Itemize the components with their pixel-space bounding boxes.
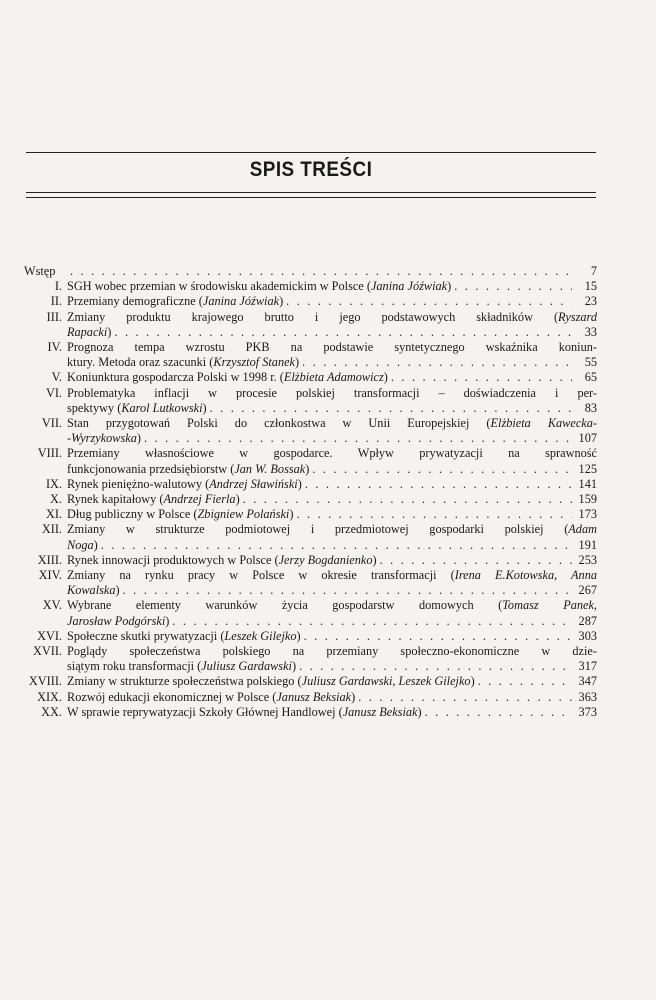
entry-text: ) (93, 537, 98, 552)
page-number: 23 (584, 294, 597, 309)
page-number: 15 (584, 279, 597, 294)
entry-text: ) (297, 476, 302, 491)
entry-text: ) (165, 613, 170, 628)
entry-body (67, 446, 597, 476)
entry-text: Irena E.Kotowska, Anna (454, 568, 598, 583)
entry-line (67, 522, 597, 537)
entry-last-line (67, 294, 597, 309)
dot-leader (478, 674, 572, 689)
entry-body (67, 568, 597, 598)
page-number: 363 (578, 689, 597, 704)
entry-text: Karol Lutkowski (121, 400, 203, 415)
page-number: 55 (584, 355, 597, 370)
entry-text: Rynek kapitałowy ( (67, 492, 164, 507)
toc-entry (24, 386, 597, 416)
entry-text: Rozwój edukacji ekonomicznej w Polsce ( (67, 689, 277, 704)
dot-leader (210, 401, 572, 416)
entry-text: ktury. Metoda oraz szacunki ( (67, 355, 214, 370)
entry-title (67, 659, 296, 674)
chapter-number: XIV. (38, 568, 62, 583)
entry-text: Stan przygotowań Polski do członkostwa w Unii Europejskiej ( (67, 416, 491, 431)
entry-title (67, 583, 120, 598)
entry-title (67, 462, 309, 477)
dot-leader (123, 583, 572, 598)
entry-text: Jarosław Podgórski (67, 613, 166, 628)
entry-title (67, 553, 377, 568)
entry-body (67, 294, 597, 309)
entry-text: ) (351, 689, 356, 704)
entry-text: ) (279, 294, 284, 309)
page-number: 159 (578, 492, 597, 507)
entry-text: Jan W. Bossak (234, 461, 306, 476)
entry-body (67, 705, 597, 720)
entry-body (67, 674, 597, 689)
entry-title (67, 355, 299, 370)
chapter-number: IV. (47, 340, 62, 355)
entry-last-line (67, 629, 597, 644)
entry-title (67, 370, 388, 385)
entry-text: spektywy ( (67, 400, 122, 415)
toc-entry (24, 598, 597, 628)
entry-text: Janusz Beksiak (276, 689, 352, 704)
dot-leader (312, 462, 572, 477)
entry-line (67, 340, 597, 355)
page-number: 83 (584, 400, 597, 415)
entry-title (67, 507, 293, 522)
entry-text: Problematyka inflacji w procesie polskiej transformacji – doświadczenia i per- (67, 385, 597, 400)
entry-body (67, 477, 597, 492)
entry-body (67, 310, 597, 340)
entry-title (67, 492, 240, 507)
entry-title (67, 629, 301, 644)
page-number: 253 (578, 552, 597, 567)
entry-last-line (67, 705, 597, 720)
entry-text: ) (136, 431, 142, 446)
entry-title (67, 614, 169, 629)
page-number: 267 (578, 583, 597, 598)
entry-text: ) (383, 370, 388, 385)
entry-text: Krzysztof Stanek (213, 355, 296, 370)
entry-text: Przemiany własnościowe w gospodarce. Wpływ prywatyzacji na sprawność (67, 446, 597, 461)
entry-last-line (67, 507, 597, 522)
dot-leader (454, 279, 572, 294)
entry-text: Zbigniew Polański (197, 507, 290, 522)
entry-last-line (67, 553, 597, 568)
entry-last-line (67, 279, 597, 294)
chapter-number: V. (51, 370, 62, 385)
entry-title (67, 690, 355, 705)
entry-text: Poglądy społeczeństwa polskiego na przemiany społeczno-ekonomiczne w dzie- (67, 644, 597, 659)
chapter-number: XX. (41, 704, 62, 719)
entry-body (67, 522, 597, 552)
entry-text: ) (295, 355, 300, 370)
entry-text: ) (289, 507, 294, 522)
dot-leader (70, 264, 572, 279)
entry-last-line (67, 264, 597, 279)
entry-text: Społeczne skutki prywatyzacji ( (67, 628, 225, 643)
entry-text: Andrzej Fierla (163, 492, 236, 507)
entry-line (67, 310, 597, 325)
title-rule (26, 192, 596, 193)
entry-text: Zmiany w strukturze społeczeństwa polskiego ( (67, 674, 302, 689)
entry-text: Juliusz Gardawski, Leszek Gilejko (301, 674, 471, 689)
entry-text: ) (470, 674, 475, 689)
entry-text: ) (107, 324, 112, 339)
dot-leader (304, 629, 572, 644)
chapter-number: VI. (45, 385, 62, 400)
chapter-number: I. (54, 279, 62, 294)
entry-text: Rynek pieniężno-walutowy ( (67, 476, 210, 491)
dot-leader (114, 325, 572, 340)
page-title: SPIS TREŚCI (249, 158, 373, 181)
chapter-number: XVIII. (28, 674, 62, 689)
toc-entry (24, 644, 597, 674)
page-number: 33 (584, 324, 597, 339)
entry-body (67, 507, 597, 522)
entry-title (67, 431, 141, 446)
entry-body (67, 386, 597, 416)
entry-title (67, 294, 283, 309)
toc-entry (24, 294, 597, 309)
toc-entry (24, 674, 597, 689)
entry-text: Andrzej Sławiński (209, 476, 298, 491)
entry-body (67, 264, 597, 279)
toc-entry (24, 264, 597, 279)
entry-text: SGH wobec przemian w środowisku akademickim w Polsce ( (67, 279, 371, 294)
toc-entry (24, 568, 597, 598)
dot-leader (425, 705, 572, 720)
chapter-number: II. (50, 294, 62, 309)
chapter-number: XIII. (37, 552, 62, 567)
entry-title (67, 538, 98, 553)
toc-entry (24, 492, 597, 507)
page-number: 191 (578, 537, 597, 552)
entry-text: ) (115, 583, 120, 598)
entry-last-line (67, 690, 597, 705)
entry-text: Noga (67, 537, 94, 552)
dot-leader (172, 614, 572, 629)
entry-text: W sprawie reprywatyzacji Szkoły Głównej Handlowej ( (67, 704, 343, 719)
toc-entry (24, 477, 597, 492)
entry-text: ) (417, 704, 422, 719)
entry-text: Dług publiczny w Polsce ( (67, 507, 198, 522)
entry-text: siątym roku transformacji ( (67, 659, 202, 674)
chapter-number: VII. (41, 416, 62, 431)
entry-text: ) (235, 492, 240, 507)
toc-entry (24, 690, 597, 705)
entry-body (67, 553, 597, 568)
chapter-number: XII. (41, 522, 62, 537)
entry-last-line (67, 370, 597, 385)
toc-entry (24, 446, 597, 476)
entry-body (67, 340, 597, 370)
entry-body (67, 629, 597, 644)
entry-last-line (67, 659, 597, 674)
chapter-number: XVI. (37, 628, 62, 643)
entry-line (67, 386, 597, 401)
dot-leader (286, 294, 572, 309)
page-number: 373 (578, 704, 597, 719)
top-rule (26, 152, 596, 153)
entry-body (67, 598, 597, 628)
entry-title (67, 674, 475, 689)
dot-leader (358, 690, 572, 705)
chapter-number: XV. (42, 598, 62, 613)
entry-text: Zmiany na rynku pracy w Polsce w okresie transformacji ( (67, 568, 455, 583)
toc-entry (24, 705, 597, 720)
chapter-number: XVII. (32, 644, 62, 659)
page-number: 107 (578, 431, 597, 446)
entry-text: Juliusz Gardawski (201, 659, 292, 674)
entry-text: Zmiany produktu krajowego brutto i jego podstawowych składników ( (67, 309, 559, 324)
entry-last-line (67, 538, 597, 553)
entry-text: Kowalska (67, 583, 116, 598)
page-number: 303 (578, 628, 597, 643)
entry-title (67, 477, 302, 492)
dot-leader (144, 431, 572, 446)
entry-last-line (67, 431, 597, 446)
page-number: 317 (578, 659, 597, 674)
page-number: 141 (578, 476, 597, 491)
toc-entry (24, 310, 597, 340)
entry-line (67, 644, 597, 659)
entry-text: Wybrane elementy warunków życia gospodarstw domowych ( (67, 598, 503, 613)
entry-text: Ryszard (558, 309, 597, 324)
entry-last-line (67, 674, 597, 689)
table-of-contents (24, 264, 597, 720)
entry-text: Adam (568, 522, 597, 537)
chapter-number: XI. (45, 507, 62, 522)
entry-text: Zmiany w strukturze podmiotowej i przedmiotowej gospodarki polskiej ( (67, 522, 569, 537)
entry-last-line (67, 325, 597, 340)
dot-leader (302, 355, 572, 370)
title-rule-double (26, 197, 596, 198)
entry-last-line (67, 401, 597, 416)
entry-line (67, 416, 597, 431)
toc-entry (24, 507, 597, 522)
dot-leader (380, 553, 572, 568)
page-number: 65 (584, 370, 597, 385)
toc-entry (24, 279, 597, 294)
entry-text: Przemiany demograficzne ( (67, 294, 203, 309)
entry-text: Koniunktura gospodarcza Polski w 1998 r. ( (67, 370, 284, 385)
toc-entry (24, 553, 597, 568)
entry-line (67, 446, 597, 461)
entry-last-line (67, 477, 597, 492)
toc-entry (24, 416, 597, 446)
entry-body (67, 370, 597, 385)
entry-title (67, 325, 111, 340)
dot-leader (305, 477, 572, 492)
entry-text: Rynek innowacji produktowych w Polsce ( (67, 552, 279, 567)
toc-entry (24, 522, 597, 552)
entry-body (67, 416, 597, 446)
chapter-number: XIX. (37, 689, 62, 704)
dot-leader (101, 538, 572, 553)
dot-leader (243, 492, 572, 507)
entry-text: Janina Jóźwiak (202, 294, 280, 309)
page-number: 347 (578, 674, 597, 689)
dot-leader (391, 370, 572, 385)
entry-text: ) (296, 628, 301, 643)
entry-title (67, 705, 422, 720)
entry-last-line (67, 355, 597, 370)
entry-title (67, 279, 451, 294)
entry-text: Tomasz Panek, (502, 598, 597, 613)
toc-entry (24, 629, 597, 644)
entry-last-line (67, 583, 597, 598)
entry-text: Rapacki (67, 324, 108, 339)
entry-text: Janusz Beksiak (342, 704, 418, 719)
entry-text: Prognoza tempa wzrostu PKB na podstawie syntetycznego wskaźnika koniun- (67, 340, 597, 355)
page-number: 173 (578, 507, 597, 522)
entry-text: Leszek Gilejko (224, 628, 297, 643)
entry-text: funkcjonowania przedsiębiorstw ( (67, 461, 235, 476)
entry-title (67, 401, 207, 416)
entry-last-line (67, 614, 597, 629)
toc-entry (24, 370, 597, 385)
page-number: 287 (578, 613, 597, 628)
entry-last-line (67, 462, 597, 477)
entry-text: -Wyrzykowska (67, 431, 137, 446)
toc-entry (24, 340, 597, 370)
entry-body (67, 690, 597, 705)
entry-line (67, 568, 597, 583)
entry-text: Elżbieta Kawecka- (490, 416, 597, 431)
entry-body (67, 279, 597, 294)
entry-last-line (67, 492, 597, 507)
entry-text: Janina Jóźwiak (370, 279, 448, 294)
entry-text: ) (447, 279, 452, 294)
page-number: 7 (590, 264, 597, 278)
chapter-number: IX. (45, 476, 62, 491)
entry-text: ) (372, 552, 377, 567)
entry-text: ) (291, 659, 297, 674)
entry-text: Elżbieta Adamowicz (283, 370, 384, 385)
entry-text: ) (202, 400, 207, 415)
entry-text: ) (305, 461, 310, 476)
entry-body (67, 644, 597, 674)
dot-leader (299, 659, 572, 674)
entry-body (67, 492, 597, 507)
page-number: 125 (578, 461, 597, 476)
entry-text: Jerzy Bogdanienko (278, 552, 373, 567)
chapter-number: X. (50, 492, 62, 507)
entry-line (67, 598, 597, 613)
chapter-number: Wstęp (24, 264, 56, 278)
chapter-number: III. (46, 309, 62, 324)
dot-leader (296, 507, 572, 522)
chapter-number: VIII. (37, 446, 62, 461)
